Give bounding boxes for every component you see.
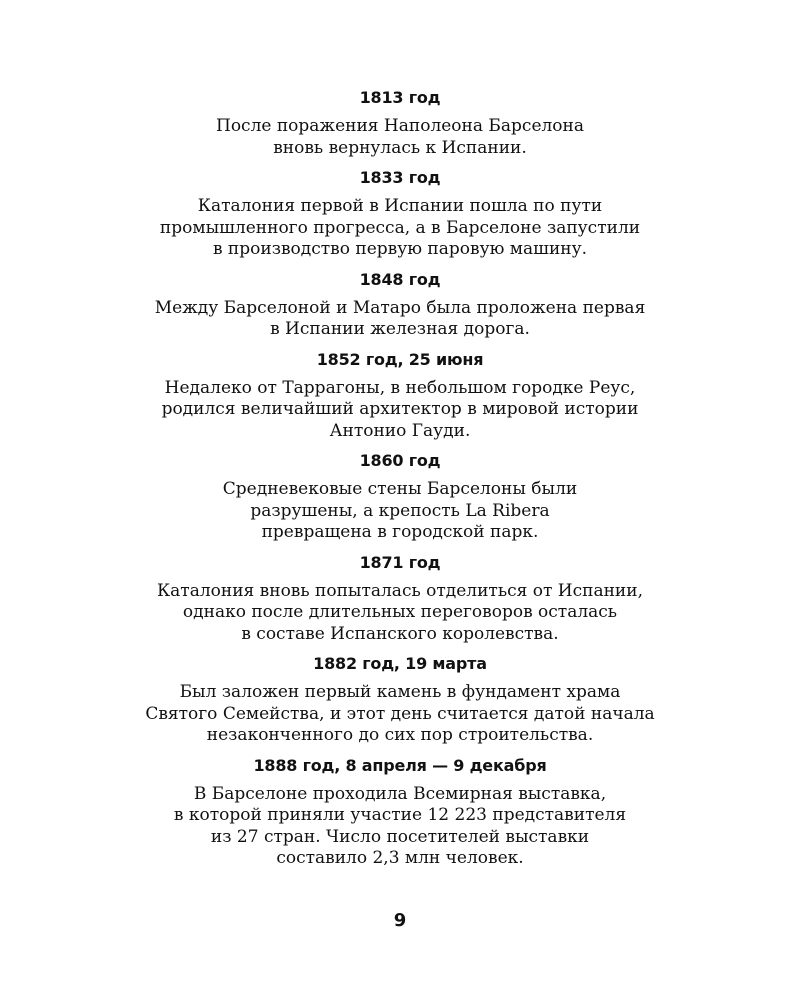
- entry-text-line: Средневековые стены Барселоны были: [222, 479, 578, 499]
- entry-text-line: После поражения Наполеона Барселона: [216, 116, 584, 136]
- entry-text-line: Недалеко от Таррагоны, в небольшом городке Реус,: [164, 377, 636, 398]
- entry-text: [0, 196, 800, 261]
- entry-year: 1813 год: [359, 88, 441, 107]
- timeline: [0, 88, 800, 879]
- entry-text-line: Между Барселоной и Матаро была проложена первая: [154, 297, 646, 318]
- entry-year: 1833 год: [359, 168, 441, 187]
- entry-text: [0, 116, 800, 159]
- entry-year: 1848 год: [359, 269, 441, 289]
- entry-text-line: вновь вернулась к Испании.: [273, 137, 527, 158]
- entry-text-line: Антонио Гауди.: [329, 420, 471, 441]
- entry-year: 1871 год: [359, 552, 441, 572]
- entry-text-line: Святого Семейства, и этот день считается датой начала: [145, 703, 655, 724]
- timeline-entry: [0, 756, 800, 870]
- entry-year: 1852 год, 25 июня: [316, 349, 484, 369]
- entry-text-line: Каталония первой в Испании пошла по пути: [197, 196, 603, 216]
- entry-text-line: в составе Испанского королевства.: [241, 623, 559, 644]
- entry-text-line: Был заложен первый камень в фундамент храма: [179, 682, 621, 702]
- timeline-entry: [0, 350, 800, 443]
- entry-text-line: Каталония вновь попыталась отделиться от Испании,: [157, 580, 643, 601]
- entry-text: [0, 298, 800, 341]
- entry-year: 1888 год, 8 апреля — 9 декабря: [253, 755, 547, 775]
- entry-text-line: в которой приняли участие 12 223 представителя: [173, 805, 627, 825]
- entry-text-line: промышленного прогресса, а в Барселоне запустили: [159, 217, 641, 238]
- entry-text-line: незаконченного до сих пор строительства.: [206, 725, 594, 745]
- entry-text-line: В Барселоне проходила Всемирная выставка,: [193, 783, 607, 804]
- entry-text-line: в Испании железная дорога.: [270, 319, 530, 339]
- entry-text-line: в производство первую паровую машину.: [212, 239, 588, 259]
- entry-text-line: из 27 стран. Число посетителей выставки: [210, 826, 590, 847]
- timeline-entry: [0, 88, 800, 159]
- entry-text: [0, 479, 800, 544]
- entry-text: [0, 682, 800, 747]
- timeline-entry: [0, 451, 800, 544]
- entry-year: 1860 год: [359, 451, 441, 470]
- entry-text-line: превращена в городской парк.: [261, 522, 539, 542]
- entry-text: [0, 581, 800, 646]
- entry-text-line: разрушены, а крепость La Ribera: [250, 500, 550, 521]
- entry-text-line: однако после длительных переговоров осталась: [182, 602, 618, 622]
- entry-year: 1882 год, 19 марта: [313, 654, 487, 673]
- timeline-entry: [0, 168, 800, 261]
- entry-text: [0, 378, 800, 443]
- entry-text-line: составило 2,3 млн человек.: [276, 848, 524, 868]
- timeline-entry: [0, 553, 800, 646]
- entry-text: [0, 784, 800, 870]
- timeline-entry: [0, 270, 800, 341]
- page-number: 9: [393, 910, 407, 931]
- entry-text-line: родился величайший архитектор в мировой истории: [161, 399, 639, 419]
- timeline-entry: [0, 654, 800, 747]
